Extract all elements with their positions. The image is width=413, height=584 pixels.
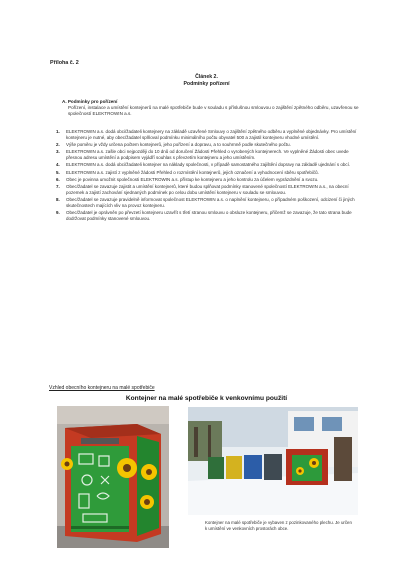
item-number: 3. — [56, 149, 60, 155]
section-a-body: Pořízení, instalace a umístění kontejnerů na malé spotřebiče bude v souladu s příslušnou smlouvou o zajištění zpětného odběru, uzavřenou se společností ELEKTROWIN a.s. — [68, 105, 359, 116]
item-number: 2. — [56, 142, 60, 148]
item-text: ELEKTROWIN a.s. zajistí z vyplněné žádosti Přehled o rozmístění kontejnerů, jejich označení a vyhodnocení sběru spotřebičů. — [66, 169, 319, 175]
list-item — [56, 177, 361, 183]
list-item — [56, 197, 361, 209]
container-photo-right — [188, 407, 358, 515]
list-item — [56, 149, 361, 161]
item-number: 7. — [56, 184, 60, 190]
item-text: Výše poměru je vždy určena počtem kontejnerů, jeho pořízení a dopravu, a to souhrnně podle skutečného počtu. — [66, 142, 291, 148]
item-text: Obec/žadatel se zavazuje pravidelně informovat společnost ELEKTROWIN a.s. o naplnění kontejneru, o případném poškození, odcizení či jiných skutečnostech majících vliv na provoz kontejneru. — [66, 197, 355, 209]
section-a-label: A. Podmínky pro pořízení — [62, 99, 118, 104]
item-text: Obec/žadatel se zavazuje zajistit a umístění kontejnerů, které budou splňovat podmínky stanovené společností ELEKTROWIN a.s., na obecní pozemek a zajistí zachování sjednaných podmínek po celou dobu umístění kontejneru v souladu se smlouvou. — [66, 184, 349, 195]
annex-label: Příloha č. 2 — [50, 60, 79, 66]
photo-caption: Kontejner na malé spotřebiče je vybaven z pozinkovaného plechu. Je určen k umístění ve venkovních prostorách obce. — [205, 520, 352, 531]
list-item — [56, 162, 361, 168]
item-text: ELEKTROWIN a.s. zašle obci nejpozději do 10 dnů od doručení Žádosti Přehled o vyrobených kontejnerech. Ve vyplněné Žádosti obec uvede přesnou adresu umístění a podpisem vyjádří souhlas s převzetím kontejneru a jeho umístěním. — [66, 149, 349, 161]
section-a — [62, 99, 362, 117]
conditions-list — [56, 129, 361, 223]
photo-title: Kontejner na malé spotřebiče k venkovnímu použití — [125, 395, 288, 402]
list-item — [56, 184, 361, 196]
item-number: 9. — [56, 210, 60, 216]
list-item — [56, 142, 361, 148]
list-item — [56, 210, 361, 222]
list-item — [56, 129, 361, 141]
article-title: Podmínky pořízení — [183, 81, 230, 87]
item-number: 1. — [56, 129, 60, 134]
sub-heading: Vzhled obecního kontejneru na malé spotřebiče — [49, 385, 155, 391]
item-number: 6. — [56, 176, 60, 182]
item-text: ELEKTROWIN a.s. dodá obci/žadateli kontejner na náklady společnosti, v případě samostatného zajištění dopravy na základě ujednání s obcí. — [66, 162, 351, 168]
item-number: 4. — [56, 162, 60, 168]
item-number: 5. — [56, 169, 60, 175]
item-text: Obec je povinna umožnit společnosti ELEKTROWIN a.s. přístup ke kontejneru a jeho kontrolu za účelem vyprázdnění a svozu. — [66, 176, 319, 182]
article-number: Článek 2. — [195, 74, 218, 80]
item-number: 8. — [56, 197, 60, 203]
item-text: ELEKTROWIN a.s. dodá obci/žadateli kontejnery na základě uzavřené Smlouvy o zajištění zpětného odběru a vyplněné objednávky. Pro umístění kontejneru je nutné, aby obec/žadatel splňoval podmínku minimálního počtu obyvatel 500 a zajistil kontejneru vhodné umístění. — [66, 129, 357, 140]
item-text: Obec/žadatel je oprávněn po převzetí kontejneru uzavřít s třetí stranou smlouvu o obsluze kontejneru, přičemž se zavazuje, že tato strana bude dodržovat podmínky stanovené smlouvou. — [66, 210, 352, 222]
list-item — [56, 170, 361, 176]
container-photo-left — [57, 406, 169, 548]
